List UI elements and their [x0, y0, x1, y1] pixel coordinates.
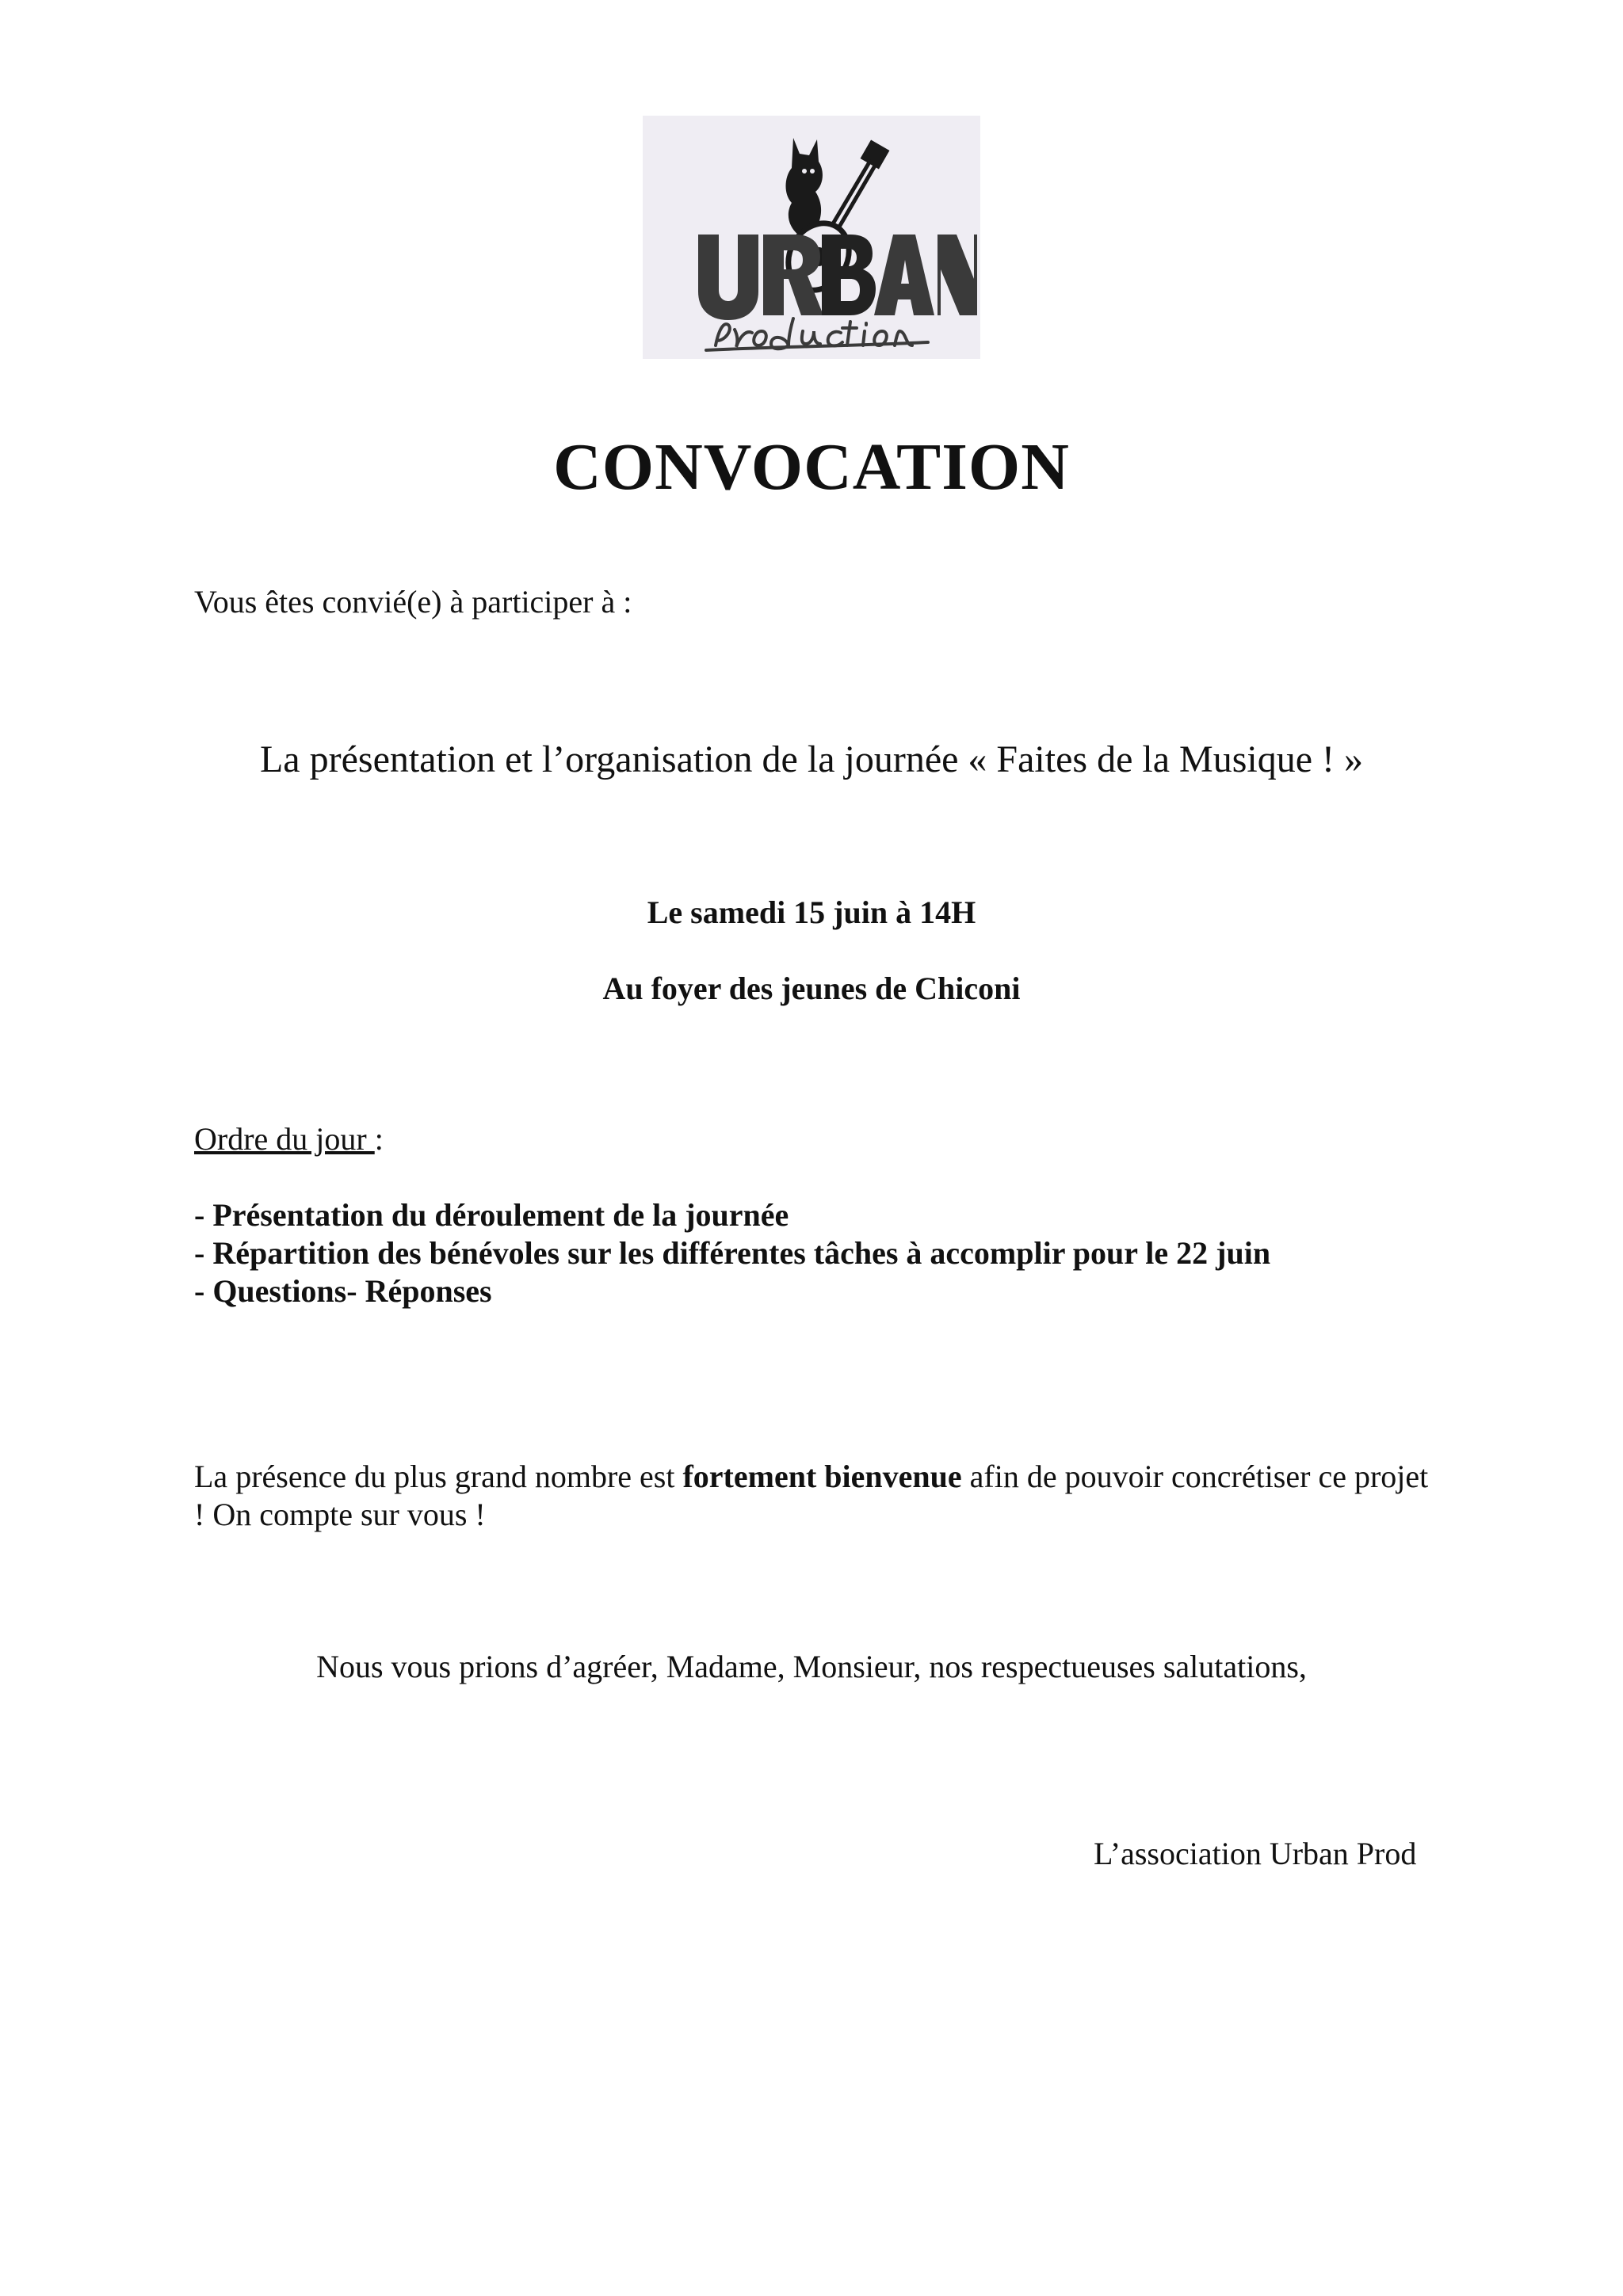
event-name: La présentation et l’organisation de la journée « Faites de la Musique ! » — [259, 738, 1364, 780]
agenda-item: - Questions- Réponses — [194, 1273, 492, 1309]
page-title: CONVOCATION — [553, 430, 1070, 504]
guitar-cat-logo-graphic — [643, 116, 980, 359]
agenda-item: - Présentation du déroulement de la journée — [194, 1197, 789, 1233]
signature: L’association Urban Prod — [1094, 1836, 1417, 1871]
agenda-item: - Répartition des bénévoles sur les différentes tâches à accomplir pour le 22 juin — [194, 1235, 1271, 1271]
urban-production-logo — [643, 116, 980, 359]
intro-text: Vous êtes convié(e) à participer à : — [194, 584, 632, 620]
salutation: Nous vous prions d’agréer, Madame, Monsieur, nos respectueuses salutations, — [316, 1649, 1307, 1684]
presence-text-bold: fortement bienvenue — [682, 1459, 962, 1494]
cat-figure — [786, 138, 823, 235]
urban-wordmark — [698, 235, 977, 320]
agenda-heading-colon: : — [374, 1121, 384, 1157]
event-date: Le samedi 15 juin à 14H — [647, 894, 976, 930]
presence-text-before: La présence du plus grand nombre est — [194, 1459, 683, 1494]
agenda-heading — [194, 1120, 384, 1158]
production-tagline — [706, 318, 928, 350]
event-place: Au foyer des jeunes de Chiconi — [602, 971, 1021, 1006]
agenda-list — [194, 1196, 1270, 1310]
agenda-heading-label: Ordre du jour — [194, 1121, 375, 1157]
presence-text-after: afin de pouvoir concrétiser ce projet ! On compte sur vous ! — [194, 1459, 1429, 1532]
presence-paragraph — [194, 1458, 1438, 1534]
